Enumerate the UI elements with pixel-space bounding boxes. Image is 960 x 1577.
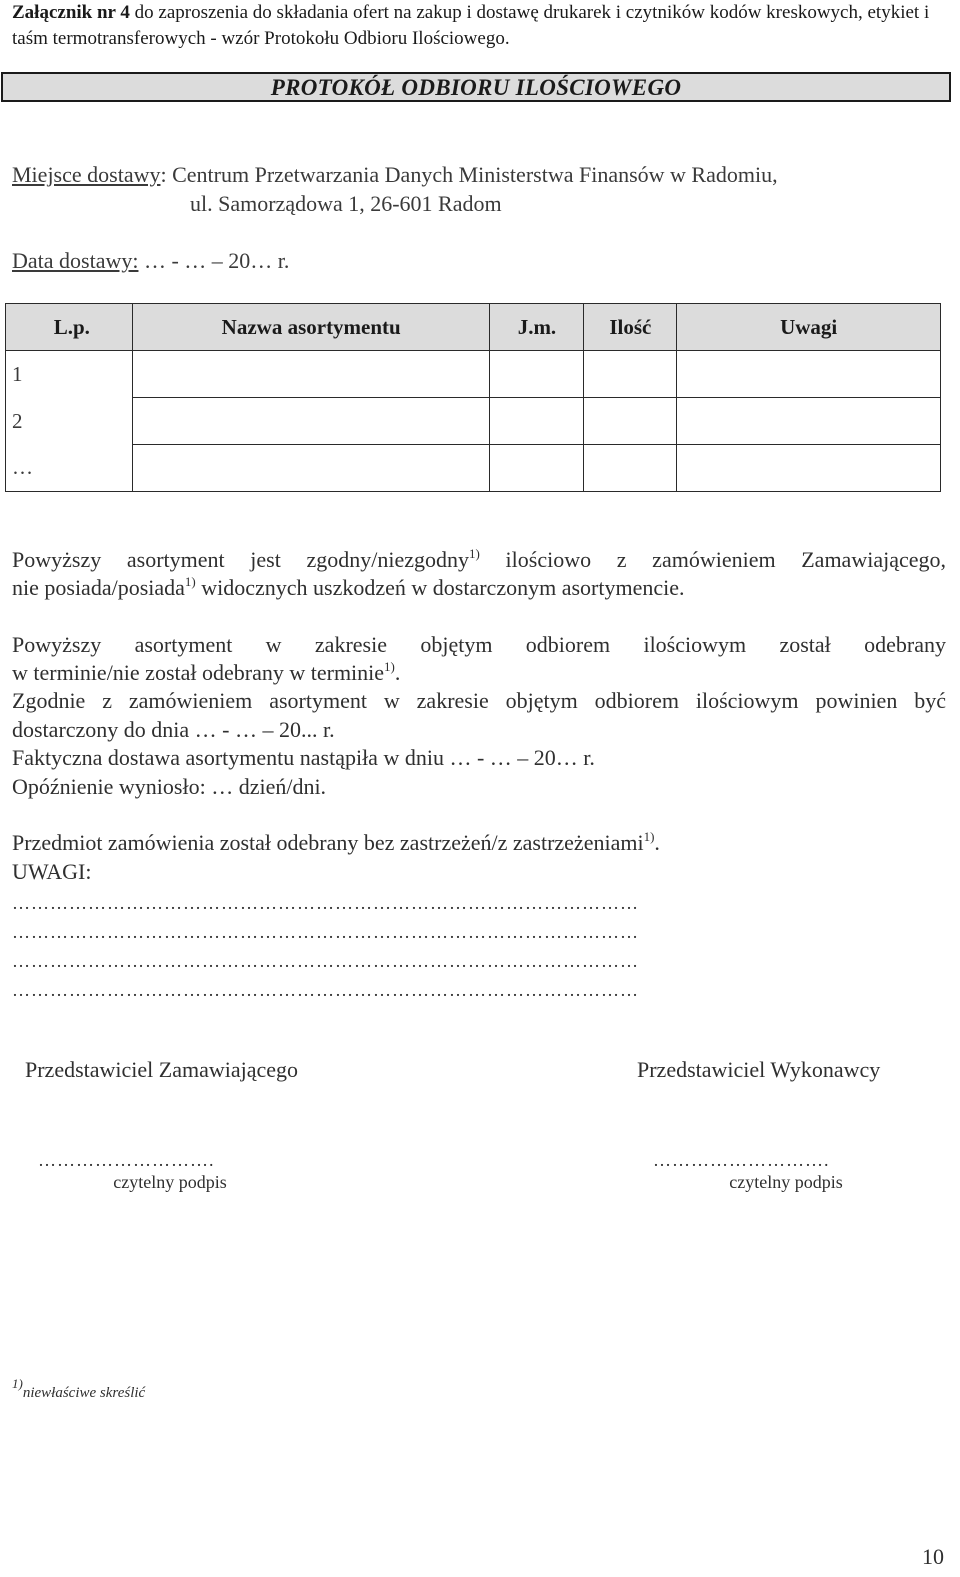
term-line-1: Powyższy asortyment w zakresie objętym odbiorem ilościowym został odebrany <box>12 632 946 657</box>
footnote-ref: 1) <box>184 574 196 589</box>
acceptance-text: Przedmiot zamówienia został odebrany bez zastrzeżeń/z zastrzeżeniami <box>12 830 644 855</box>
row-unit-cell <box>490 398 584 445</box>
conformity-text: ilościowo z zamówieniem Zamawiającego, <box>479 547 946 572</box>
row-number: 1 <box>6 351 133 398</box>
header-item-name: Nazwa asortymentu <box>132 304 490 351</box>
page-number: 10 <box>922 1544 944 1569</box>
header-unit: J.m. <box>490 304 584 351</box>
contractor-representative-title: Przedstawiciel Wykonawcy <box>637 1057 881 1082</box>
row-item-name-cell <box>132 351 490 398</box>
term-text: w terminie/nie został odebrany w terminie <box>12 660 385 685</box>
footnote-text: niewłaściwe skreślić <box>22 1385 146 1401</box>
footnote-ref: 1) <box>384 659 395 674</box>
header-remarks: Uwagi <box>677 304 941 351</box>
row-remarks-cell <box>677 445 941 492</box>
row-remarks-cell <box>677 351 941 398</box>
acceptance-line <box>12 829 946 857</box>
remarks-line: ……………………………………………………………………………………… <box>12 922 639 942</box>
delivery-place-label: Miejsce dostawy <box>12 162 161 187</box>
conformity-line-1 <box>12 546 946 574</box>
actual-delivery-line: Faktyczna dostawa asortymentu nastąpiła w dniu … - … – 20… r. <box>12 745 595 770</box>
items-table <box>5 303 941 492</box>
row-quantity-cell <box>584 398 677 445</box>
row-remarks-cell <box>677 398 941 445</box>
conformity-text: Powyższy asortyment jest zgodny/niezgodny <box>12 547 470 572</box>
delivery-date-line <box>12 247 289 275</box>
row-item-name-cell <box>132 398 490 445</box>
remarks-line: ……………………………………………………………………………………… <box>12 980 639 1000</box>
row-unit-cell <box>490 351 584 398</box>
contractor-signature-caption: czytelny podpis <box>729 1172 843 1192</box>
term-text: . <box>394 660 401 685</box>
table-row <box>6 398 941 445</box>
buyer-signature-line: ………………………. <box>38 1150 215 1170</box>
footnote-marker: 1) <box>12 1376 23 1391</box>
row-quantity-cell <box>584 351 677 398</box>
due-date-line-2: dostarczony do dnia … - … – 20... r. <box>12 717 335 742</box>
row-number: … <box>6 445 133 492</box>
delay-line: Opóźnienie wyniosło: … dzień/dni. <box>12 774 327 799</box>
damage-text: widocznych uszkodzeń w dostarczonym asortymencie. <box>195 575 685 600</box>
buyer-signature-caption: czytelny podpis <box>113 1172 227 1192</box>
table-row <box>6 351 941 398</box>
intro-text: do zaproszenia do składania ofert na zakup i dostawę drukarek i czytników kodów kreskowych, etykiet i taśm termotransferowych - wzór Protokołu Odbioru Ilościowego. <box>12 2 930 49</box>
acceptance-text: . <box>654 830 660 855</box>
delivery-address: ul. Samorządowa 1, 26-601 Radom <box>190 191 502 216</box>
term-line-2 <box>12 659 946 687</box>
footnote-ref: 1) <box>469 546 480 561</box>
table-row <box>6 445 941 492</box>
remarks-label: UWAGI: <box>12 859 92 884</box>
annex-label: Załącznik nr 4 <box>12 2 130 23</box>
delivery-date-label: Data dostawy: <box>12 248 139 273</box>
remarks-line: ……………………………………………………………………………………… <box>12 951 639 971</box>
conformity-line-2 <box>12 574 946 602</box>
delivery-place-value: Centrum Przetwarzania Danych Ministerstwa Finansów w Radomiu, <box>166 162 778 187</box>
header-lp: L.p. <box>6 304 133 351</box>
contractor-signature-line: ………………………. <box>653 1150 830 1170</box>
footnote-ref: 1) <box>643 829 655 844</box>
table-header-row <box>6 304 941 351</box>
row-item-name-cell <box>132 445 490 492</box>
row-quantity-cell <box>584 445 677 492</box>
footnote <box>12 1376 146 1402</box>
header-quantity: Ilość <box>584 304 677 351</box>
intro-paragraph <box>12 0 952 52</box>
row-number: 2 <box>6 398 133 445</box>
document-title: PROTOKÓŁ ODBIORU ILOŚCIOWEGO <box>1 72 951 102</box>
row-unit-cell <box>490 445 584 492</box>
delivery-place-colon: : <box>160 162 167 187</box>
remarks-line: ……………………………………………………………………………………… <box>12 893 639 913</box>
damage-text: nie posiada/posiada <box>12 575 185 600</box>
delivery-place-line <box>12 161 778 189</box>
buyer-representative-title: Przedstawiciel Zamawiającego <box>25 1057 299 1082</box>
due-date-line-1: Zgodnie z zamówieniem asortyment w zakresie objętym odbiorem ilościowym powinien być <box>12 688 946 713</box>
delivery-date-value: … - … – 20… r. <box>138 248 290 273</box>
